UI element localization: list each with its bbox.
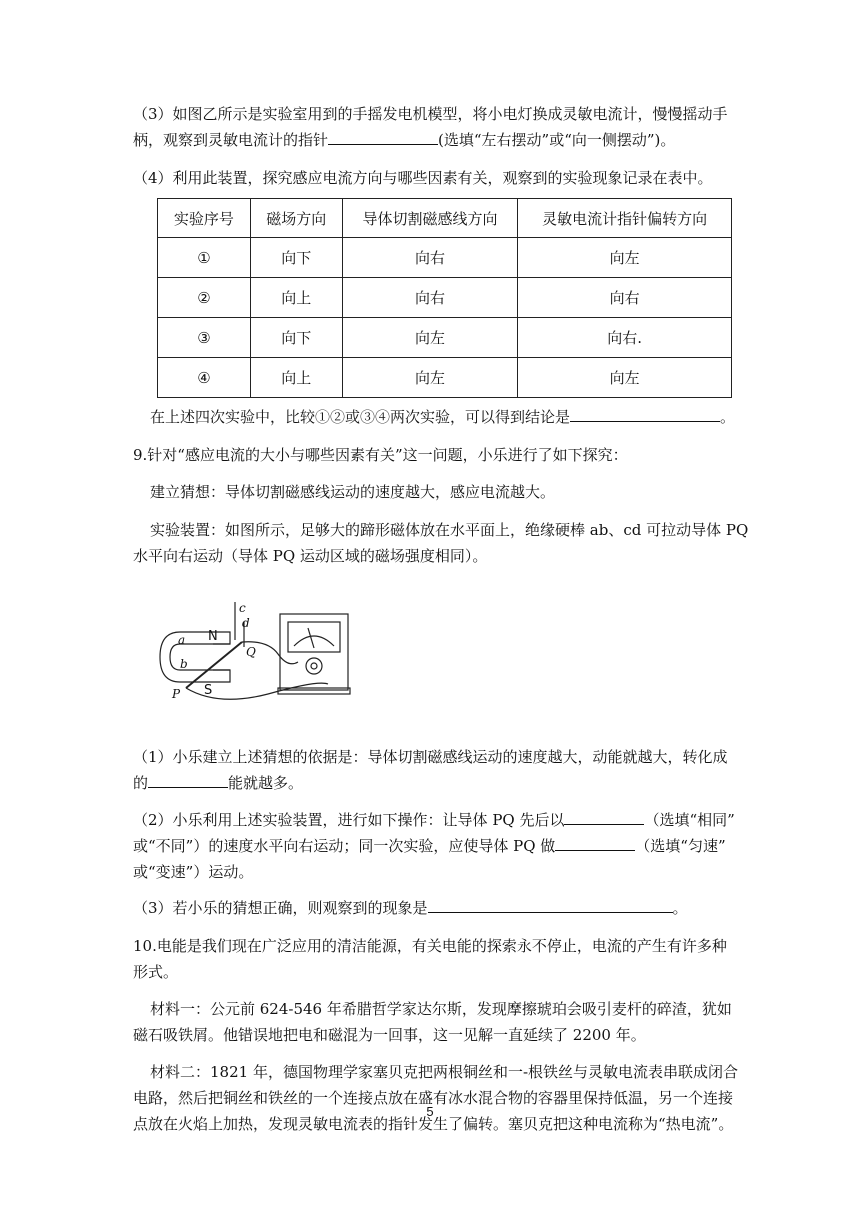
- q9-p3-line: [133, 898, 688, 918]
- q9-p2-line-3: 或“变速”）运动。: [133, 863, 254, 881]
- table-cell: 向右: [342, 238, 518, 278]
- label-d: d: [242, 616, 250, 630]
- q9-p3-post: 。: [672, 899, 688, 917]
- label-a: a: [178, 633, 186, 647]
- q10-line-2: 形式。: [133, 963, 179, 981]
- table-header-cell: 导体切割磁感线方向: [342, 199, 518, 238]
- q3-text-post: (选填“左右摆动”或“向一侧摆动”)。: [438, 131, 676, 149]
- table-row: [158, 278, 732, 318]
- q10-material-1-line-1: 材料一：公元前 624-546 年希腊哲学家达尔斯，发现摩擦琥珀会吸引麦杆的碎渣，犹如: [150, 1000, 732, 1018]
- table-cell: ④: [158, 358, 251, 398]
- table-row: [158, 238, 732, 278]
- q9-p1-line-1: （1）小乐建立上述猜想的依据是：导体切割磁感线运动的速度越大，动能就越大，转化成: [133, 748, 728, 766]
- apparatus-diagram: [158, 602, 370, 712]
- q10-material-2-line-3: 点放在火焰上加热，发现灵敏电流表的指针发生了偏转。塞贝克把这种电流称为“热电流”。: [133, 1115, 734, 1133]
- label-q: Q: [246, 645, 256, 659]
- q4-conclusion: [150, 407, 735, 427]
- label-c: c: [239, 602, 246, 615]
- q3-text-pre: 柄，观察到灵敏电流计的指针: [133, 131, 329, 149]
- table-cell: ①: [158, 238, 251, 278]
- table-header-cell: 灵敏电流计指针偏转方向: [518, 199, 732, 238]
- q9-p2-pre-2: 或“不同”）的速度水平向右运动；同一次实验，应使导体 PQ 做: [133, 837, 556, 855]
- table-header-row: [158, 199, 732, 238]
- q4-intro: （4）利用此装置，探究感应电流方向与哪些因素有关，观察到的实验现象记录在表中。: [133, 169, 713, 187]
- table-cell: 向下: [250, 238, 342, 278]
- q9-p1-post: 能就越多。: [228, 774, 304, 792]
- experiment-table: [157, 198, 732, 398]
- q9-p1-line-2: [133, 773, 303, 793]
- table-row: [158, 358, 732, 398]
- table-cell: 向下: [250, 318, 342, 358]
- table-header-cell: 实验序号: [158, 199, 251, 238]
- apparatus-figure: [158, 602, 370, 712]
- q9-p1-pre: 的: [133, 774, 149, 792]
- q9-setup-line-1: 实验装置：如图所示，足够大的蹄形磁体放在水平面上，绝缘硬棒 ab、cd 可拉动导体 PQ: [150, 521, 749, 539]
- table-cell: 向右: [342, 278, 518, 318]
- q9-p2-post-1: （选填“相同”: [644, 811, 735, 829]
- q9-setup-line-2: 水平向右运动（导体 PQ 运动区域的磁场强度相同）。: [133, 547, 488, 565]
- table-cell: 向右.: [518, 318, 732, 358]
- table-cell: 向左: [342, 318, 518, 358]
- q10-line-1: 10.电能是我们现在广泛应用的清洁能源，有关电能的探索永不停止，电流的产生有许多种: [133, 937, 727, 955]
- q3-line-1: （3）如图乙所示是实验室用到的手摇发电机模型，将小电灯换成灵敏电流计，慢慢摇动手: [133, 105, 728, 123]
- table-cell: 向右: [518, 278, 732, 318]
- q3-line-2: [133, 130, 675, 150]
- label-n: N: [208, 629, 218, 644]
- table-cell: 向上: [250, 358, 342, 398]
- table-header-cell: 磁场方向: [250, 199, 342, 238]
- q9-p3-blank[interactable]: [428, 898, 673, 913]
- table-cell: ③: [158, 318, 251, 358]
- q10-material-1-line-2: 磁石吸铁屑。他错误地把电和磁混为一回事，这一见解一直延续了 2200 年。: [133, 1026, 646, 1044]
- q4-conclusion-blank[interactable]: [570, 407, 720, 422]
- q9-p2-post-2: （选填“匀速”: [635, 837, 726, 855]
- q9-title: 9.针对“感应电流的大小与哪些因素有关”这一问题，小乐进行了如下探究：: [133, 446, 628, 464]
- label-b: b: [180, 657, 188, 671]
- table-cell: 向左: [518, 358, 732, 398]
- table-row: [158, 318, 732, 358]
- q9-p2-blank-2[interactable]: [555, 836, 635, 851]
- q4-conclusion-pre: 在上述四次实验中，比较①②或③④两次实验，可以得到结论是: [150, 408, 571, 426]
- q10-material-2-line-2: 电路，然后把铜丝和铁丝的一个连接点放在盛有冰水混合物的容器里保持低温，另一个连接: [133, 1089, 734, 1107]
- q9-p2-blank-1[interactable]: [564, 810, 644, 825]
- q4-conclusion-post: 。: [720, 408, 736, 426]
- table-cell: 向左: [342, 358, 518, 398]
- table-cell: ②: [158, 278, 251, 318]
- q9-p1-blank[interactable]: [148, 773, 228, 788]
- q9-p2-line-1: [133, 810, 735, 830]
- q3-answer-blank[interactable]: [328, 130, 438, 145]
- label-p: P: [172, 687, 181, 701]
- label-s: S: [204, 683, 213, 698]
- q9-p2-line-2: [133, 836, 726, 856]
- table-cell: 向左: [518, 238, 732, 278]
- q9-p2-pre-1: （2）小乐利用上述实验装置，进行如下操作：让导体 PQ 先后以: [133, 811, 565, 829]
- q10-material-2-line-1: 材料二：1821 年，德国物理学家塞贝克把两根铜丝和一-根铁丝与灵敏电流表串联成闭合: [150, 1063, 739, 1081]
- page-number: 5: [426, 1104, 434, 1119]
- q9-hypothesis: 建立猜想：导体切割磁感线运动的速度越大，感应电流越大。: [150, 483, 556, 501]
- table-cell: 向上: [250, 278, 342, 318]
- q9-p3-pre: （3）若小乐的猜想正确，则观察到的现象是: [133, 899, 428, 917]
